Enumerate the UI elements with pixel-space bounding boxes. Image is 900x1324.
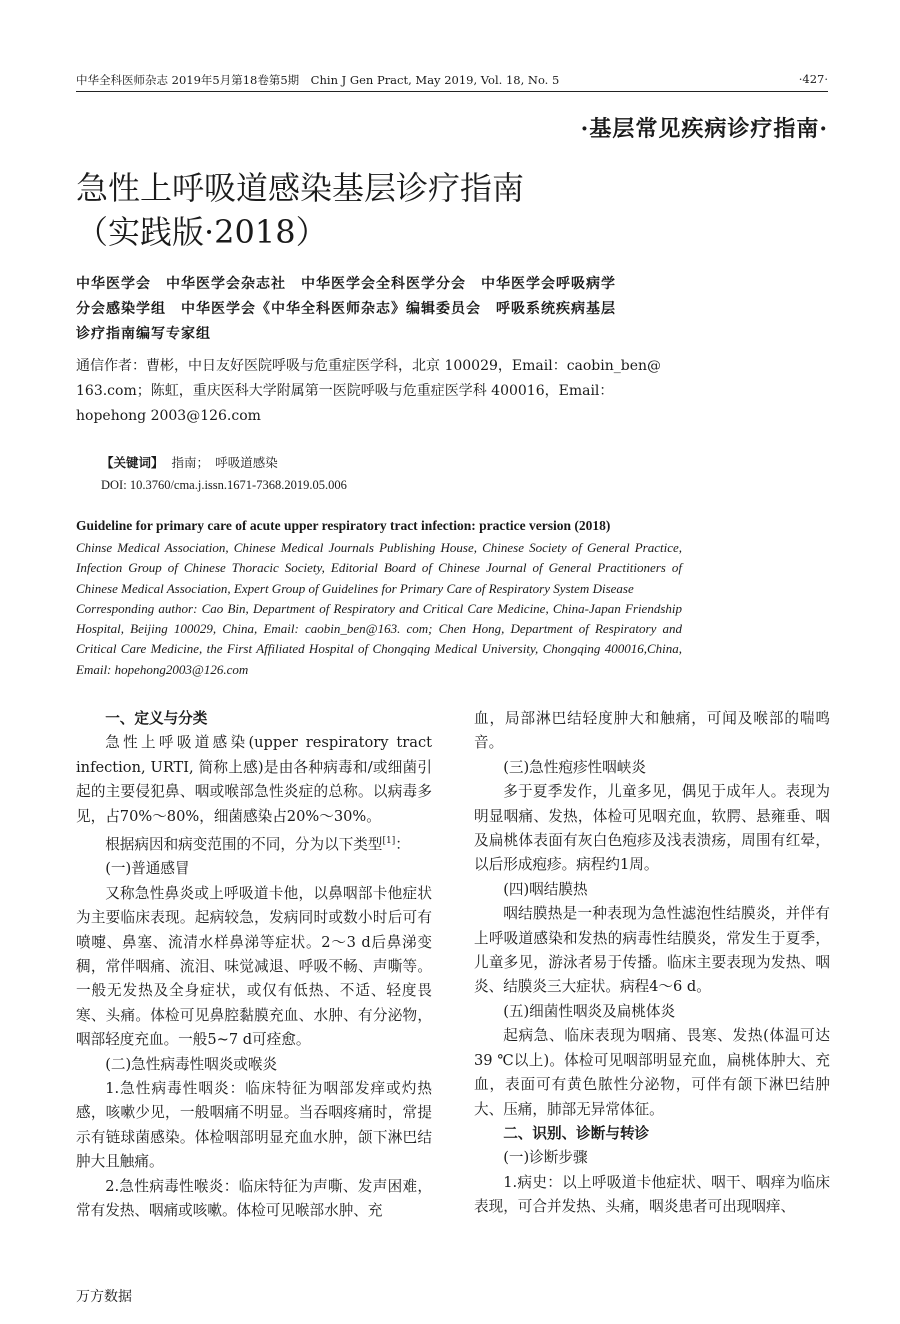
header-rule	[76, 91, 828, 92]
section-tag: ·基层常见疾病诊疗指南·	[580, 116, 828, 142]
authors-line-2: 分会感染学组 中华医学会《中华全科医师杂志》编辑委员会 呼吸系统疾病基层	[76, 301, 616, 317]
paragraph: 急性上呼吸道感染(upper respiratory tract infection, URTI, 简称上感)是由各种病毒和/或细菌引起的主要侵犯鼻、咽或喉部急性炎症的总称。以病毒多见，占70%～80%，细菌感染占20%～30%。	[76, 734, 432, 825]
authors-line-3: 诊疗指南编写专家组	[76, 326, 211, 342]
authors-line-1: 中华医学会 中华医学会杂志社 中华医学会全科医学分会 中华医学会呼吸病学	[76, 276, 616, 292]
english-title: Guideline for primary care of acute upper respiratory tract infection: practice version (2018)	[76, 518, 611, 533]
title-line-1: 急性上呼吸道感染基层诊疗指南	[76, 169, 525, 207]
keywords-label: 【关键词】	[101, 455, 164, 470]
doi: DOI: 10.3760/cma.j.issn.1671-7368.2019.05.006	[101, 478, 347, 492]
paragraph: 1.病史：以上呼吸道卡他症状、咽干、咽痒为临床表现，可合并发热、头痛，咽炎患者可出现咽痒、	[474, 1173, 830, 1216]
journal-citation: 中华全科医师杂志 2019年5月第18卷第5期 Chin J Gen Pract, May 2019, Vol. 18, No. 5	[76, 73, 560, 87]
author-list	[76, 272, 828, 347]
subheading-pharyngoconjunctival-fever: (四)咽结膜热	[503, 880, 588, 898]
paragraph-continued: 血，局部淋巴结轻度肿大和触痛，可闻及喉部的喘鸣音。	[474, 710, 830, 752]
correspondence-line-2: 163.com；陈虹，重庆医科大学附属第一医院呼吸与危重症医学科 400016，Email：	[76, 383, 614, 399]
paragraph: 2.急性病毒性喉炎：临床特征为声嘶、发声困难，常有发热、咽痛或咳嗽。体检可见喉部水肿、充	[76, 1177, 432, 1219]
subheading-diagnosis-steps: (一)诊断步骤	[503, 1149, 588, 1167]
paragraph: 又称急性鼻炎或上呼吸道卡他，以鼻咽部卡他症状为主要临床表现。起病较急，发病同时或数小时后可有喷嚏、鼻塞、流清水样鼻涕等症状。2～3 d后鼻涕变稠，常伴咽痛、流泪、味觉减退、呼吸不畅、声嘶等。一般无发热及全身症状，或仅有低热、不适、轻度畏寒、头痛。体检可见鼻腔黏膜充血、水肿、有分泌物，咽部轻度充血。一般5~7 d可痊愈。	[76, 884, 432, 1049]
english-authors: Chinse Medical Association, Chinese Medical Journals Publishing House, Chinese Society of General Practice, Infection Group of Chinese Thoracic Society, Editorial Board of Chinese Journal of General Practitioners of Chinese Medical Association, Expert Group of Guidelines for Primary Care of Respiratory System Disease	[76, 540, 682, 596]
citation-ref[interactable]: [1]	[382, 836, 396, 847]
article-title	[76, 166, 828, 254]
footer-watermark: 万方数据	[76, 1289, 132, 1305]
correspondence-line-3: hopehong 2003@126.com	[76, 408, 261, 424]
correspondence-line-1: 通信作者：曹彬，中日友好医院呼吸与危重症医学科，北京 100029，Email：caobin_ben@	[76, 358, 662, 374]
body-column-right	[474, 707, 830, 1220]
section-heading-2: 二、识别、诊断与转诊	[503, 1124, 650, 1142]
page-number: ·427·	[798, 72, 828, 86]
title-line-2: （实践版·2018）	[76, 213, 328, 251]
keywords-text: 指南； 呼吸道感染	[171, 455, 278, 470]
english-abstract-block	[76, 538, 682, 680]
body-column-left	[76, 707, 432, 1223]
correspondence	[76, 354, 828, 429]
subheading-bacterial-pharyngitis: (五)细菌性咽炎及扁桃体炎	[503, 1002, 676, 1020]
section-heading-1: 一、定义与分类	[105, 710, 208, 727]
running-header	[76, 72, 828, 90]
paragraph: 起病急、临床表现为咽痛、畏寒、发热(体温可达39 ℃以上)。体检可见咽部明显充血，扁桃体肿大、充血，表面可有黄色脓性分泌物，可伴有颌下淋巴结肿大、压痛，肺部无异常体征。	[474, 1027, 830, 1118]
paragraph: 根据病因和病变范围的不同，分为以下类型[1]：	[105, 835, 410, 853]
subheading-viral-pharyngitis: (二)急性病毒性咽炎或喉炎	[105, 1055, 278, 1073]
english-corresponding: Corresponding author: Cao Bin, Department of Respiratory and Critical Care Medicine, China-Japan Friendship Hospital, Beijing 100029, China, Email: caobin_ben@163. com; Chen Hong, Department of Respiratory and Critical Care Medicine, the First Affiliated Hospital of Chongqing Medical University, Chongqing 400016,China, Email: hopehong2003@126.com	[76, 600, 682, 677]
paragraph: 咽结膜热是一种表现为急性滤泡性结膜炎，并伴有上呼吸道感染和发热的病毒性结膜炎，常发生于夏季，儿童多见，游泳者易于传播。临床主要表现为发热、咽炎、结膜炎三大症状。病程4～6 d。	[474, 905, 830, 996]
paragraph: 1.急性病毒性咽炎：临床特征为咽部发痒或灼热感，咳嗽少见，一般咽痛不明显。当吞咽疼痛时，常提示有链球菌感染。体检咽部明显充血水肿，颌下淋巴结肿大且触痛。	[76, 1079, 432, 1171]
paragraph: 多于夏季发作，儿童多见，偶见于成年人。表现为明显咽痛、发热，体检可见咽充血，软腭、悬雍垂、咽及扁桃体表面有灰白色疱疹及浅表溃疡，周围有红晕，以后形成疱疹。病程约1周。	[474, 783, 830, 874]
keywords	[101, 452, 801, 474]
subheading-common-cold: (一)普通感冒	[105, 860, 190, 878]
subheading-herpangina: (三)急性疱疹性咽峡炎	[503, 758, 646, 776]
